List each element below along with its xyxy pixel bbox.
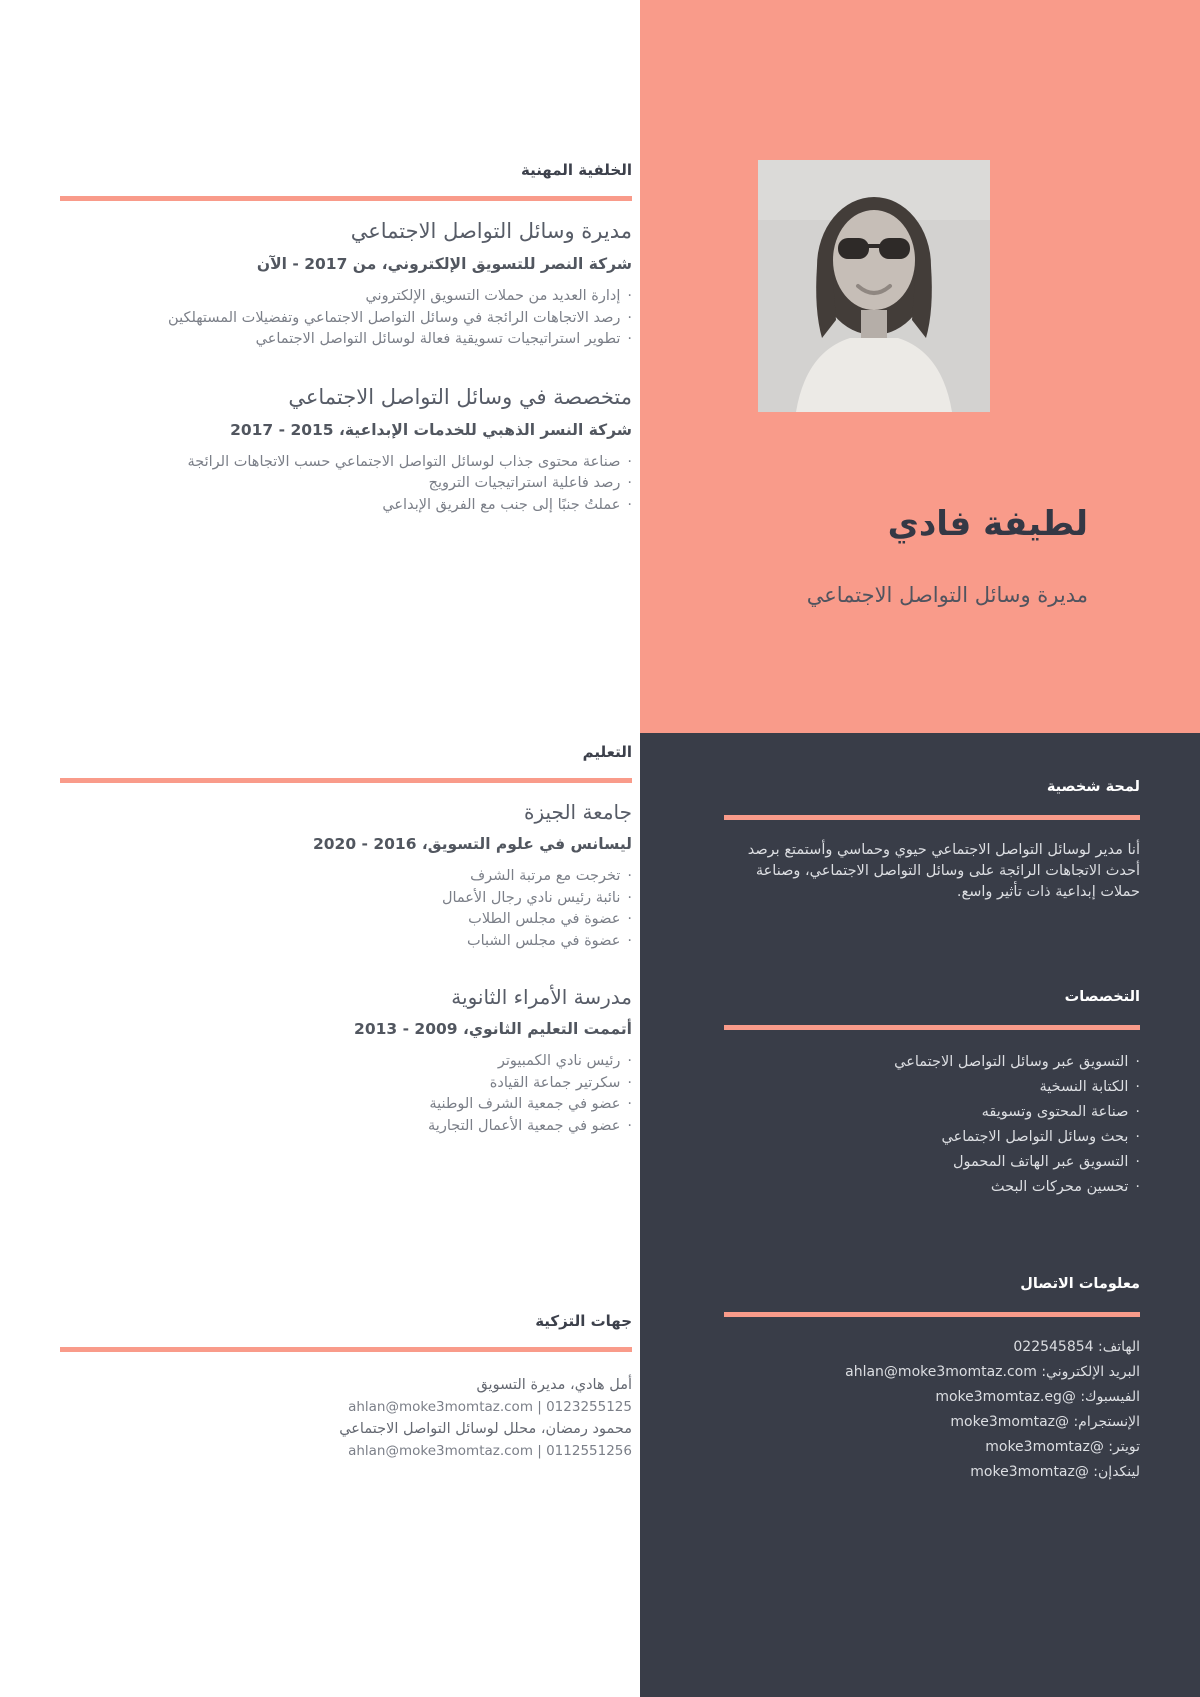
school-highlight-item: · رئيس نادي الكمبيوتر [60, 1051, 632, 1073]
education-entries [60, 799, 632, 1137]
specialty-item: · بحث وسائل التواصل الاجتماعي [724, 1125, 1140, 1150]
accent-divider [724, 1312, 1140, 1317]
job-company-dates: شركة النسر الذهبي للخدمات الإبداعية، 2015 - 2017 [230, 420, 632, 439]
accent-divider [60, 196, 632, 201]
job-highlights [60, 286, 632, 351]
job-title: متخصصة في وسائل التواصل الاجتماعي [288, 384, 632, 409]
school-highlight-item: · تخرجت مع مرتبة الشرف [60, 866, 632, 888]
school-highlight-item: · سكرتير جماعة القيادة [60, 1073, 632, 1095]
school-highlight-item: · عضو في جمعية الشرف الوطنية [60, 1094, 632, 1116]
education-section [60, 742, 632, 1137]
experience-entries [60, 217, 632, 516]
specialties-section-title: التخصصات [1064, 989, 1140, 1005]
contact-item: الإنستجرام: @moke3momtaz [950, 1414, 1140, 1430]
job-highlight-item: · تطوير استراتيجيات تسويقية فعالة لوسائل التواصل الاجتماعي [60, 329, 632, 351]
experience-entry [60, 383, 632, 517]
school-highlight-item: · عضوة في مجلس الطلاب [60, 909, 632, 931]
contact-section [724, 1274, 1140, 1485]
profile-photo [758, 160, 990, 412]
reference-contact: ahlan@moke3momtaz.com | 0112551256 [348, 1443, 632, 1459]
accent-divider [724, 1025, 1140, 1030]
profile-section-title: لمحة شخصية [1046, 779, 1140, 795]
job-company-dates: شركة النصر للتسويق الإلكتروني، من 2017 - الآن [256, 255, 632, 273]
specialty-item: · تحسين محركات البحث [724, 1175, 1140, 1200]
school-highlights [60, 1051, 632, 1137]
school-name: جامعة الجيزة [523, 800, 632, 824]
accent-divider [60, 1347, 632, 1352]
degree-dates: أتممت التعليم الثانوي، 2009 - 2013 [354, 1020, 632, 1038]
school-highlights [60, 866, 632, 952]
accent-divider [724, 815, 1140, 820]
job-highlight-item: · رصد فاعلية استراتيجيات الترويج [60, 473, 632, 495]
profile-text: أنا مدير لوسائل التواصل الاجتماعي حيوي وحماسي وأستمتع برصد أحدث الاتجاهات الرائجة على وسائل التواصل الاجتماعي، وصناعة حملات إبداعية ذات تأثير واسع. [747, 842, 1140, 900]
job-highlight-item: · صناعة محتوى جذاب لوسائل التواصل الاجتماعي حسب الاتجاهات الرائجة [60, 452, 632, 474]
education-entry [60, 799, 632, 952]
specialty-item: · الكتابة النسخية [724, 1075, 1140, 1100]
school-highlight-item: · عضو في جمعية الأعمال التجارية [60, 1116, 632, 1138]
specialty-item: · التسويق عبر الهاتف المحمول [724, 1150, 1140, 1175]
reference-contact: ahlan@moke3momtaz.com | 0123255125 [348, 1399, 632, 1415]
portrait-illustration [758, 160, 990, 412]
school-highlight-item: · نائبة رئيس نادي رجال الأعمال [60, 888, 632, 910]
references-section [60, 1311, 632, 1462]
job-highlight-item: · إدارة العديد من حملات التسويق الإلكتروني [60, 286, 632, 308]
specialty-item: · التسويق عبر وسائل التواصل الاجتماعي [724, 1050, 1140, 1075]
sidebar-header [640, 0, 1200, 733]
school-highlight-item: · عضوة في مجلس الشباب [60, 931, 632, 953]
experience-section [60, 0, 632, 516]
specialty-item: · صناعة المحتوى وتسويقه [724, 1100, 1140, 1125]
main-column [60, 0, 632, 1462]
job-highlight-item: · رصد الاتجاهات الرائجة في وسائل التواصل الاجتماعي وتفضيلات المستهلكين [60, 308, 632, 330]
school-name: مدرسة الأمراء الثانوية [451, 985, 632, 1009]
reference-entry [60, 1418, 632, 1462]
reference-name-role: أمل هادي، مديرة التسويق [476, 1377, 632, 1393]
specialties-section [724, 987, 1140, 1200]
profile-section [724, 777, 1140, 903]
education-section-title: التعليم [582, 743, 632, 761]
contact-item: البريد الإلكتروني: ahlan@moke3momtaz.com [845, 1364, 1140, 1380]
references-section-title: جهات التزكية [535, 1312, 632, 1330]
contact-item: الفيسبوك: @moke3momtaz.eg [935, 1389, 1140, 1405]
degree-dates: ليسانس في علوم التسويق، 2016 - 2020 [312, 835, 632, 853]
contact-section-title: معلومات الاتصال [1020, 1276, 1140, 1292]
education-entry [60, 984, 632, 1137]
contact-item: لينكدإن: @moke3momtaz [970, 1464, 1140, 1480]
specialties-list [724, 1050, 1140, 1200]
sidebar [640, 0, 1200, 1697]
reference-entry [60, 1374, 632, 1418]
contact-item: تويتر: @moke3momtaz [985, 1439, 1140, 1455]
job-highlight-item: · عملتُ جنبًا إلى جنب مع الفريق الإبداعي [60, 495, 632, 517]
person-job-title: مديرة وسائل التواصل الاجتماعي [806, 583, 1088, 607]
reference-name-role: محمود رمضان، محلل لوسائل التواصل الاجتماعي [339, 1421, 632, 1437]
contact-item: الهاتف: 022545854 [1013, 1339, 1140, 1355]
job-title: مديرة وسائل التواصل الاجتماعي [350, 219, 632, 243]
references-entries [60, 1374, 632, 1462]
experience-entry [60, 217, 632, 351]
job-highlights [60, 452, 632, 517]
sidebar-body [640, 733, 1200, 1697]
contact-list [724, 1335, 1140, 1485]
accent-divider [60, 778, 632, 783]
experience-section-title: الخلفية المهنية [520, 161, 632, 179]
person-name: لطيفة فادي [887, 504, 1088, 544]
